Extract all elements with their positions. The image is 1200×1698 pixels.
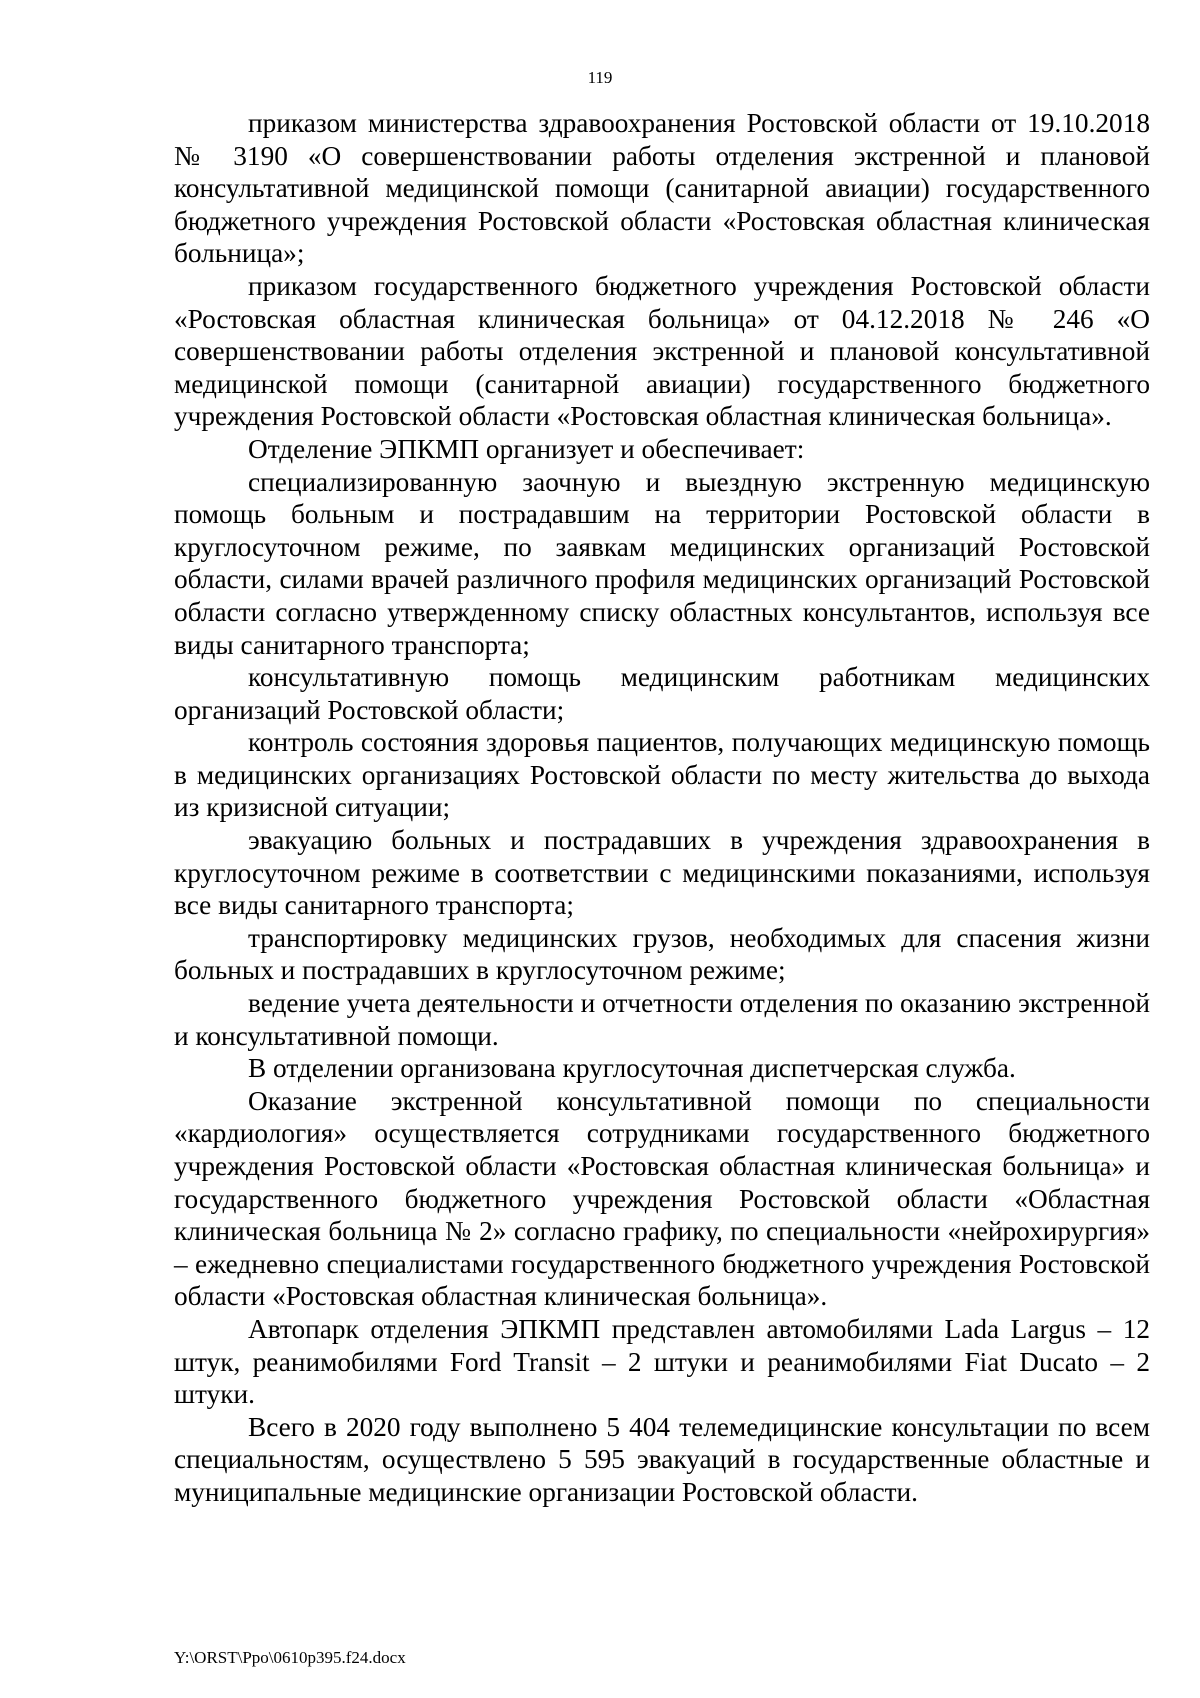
document-body: [174, 107, 1150, 1509]
paragraph-annual-totals: Всего в 2020 году выполнено 5 404 телемедицинские консультации по всем специальностям, осуществлено 5 595 эвакуаций в государственные областные и муниципальные медицинские организации Ростовской области.: [174, 1411, 1150, 1507]
paragraph-department-duties-intro: Отделение ЭПКМП организует и обеспечивает:: [248, 433, 805, 464]
paragraph-specialized-care: специализированную заочную и выездную экстренную медицинскую помощь больным и пострадавшим на территории Ростовской области в круглосуточном режиме, по заявкам медицинских организаций Ростовской области, силами врачей различного профиля медицинских организаций Ростовской области согласно утвержденному списку областных консультантов, используя все виды санитарного транспорта;: [174, 466, 1150, 660]
page-number: 119: [587, 68, 613, 87]
paragraph-order-hospital: приказом государственного бюджетного учреждения Ростовской области «Ростовская областная клиническая больница» от 04.12.2018 № 246 «О совершенствовании работы отделения экстренной и плановой консультативной медицинской помощи (санитарной авиации) государственного бюджетного учреждения Ростовской области «Ростовская областная клиническая больница».: [174, 270, 1150, 432]
paragraph-consultative-help: консультативную помощь медицинским работникам медицинских организаций Ростовской области;: [174, 662, 1150, 725]
paragraph-evacuation: эвакуацию больных и пострадавших в учреждения здравоохранения в круглосуточном режиме в соответствии с медицинскими показаниями, используя все виды санитарного транспорта;: [174, 825, 1150, 921]
paragraph-vehicle-fleet: Автопарк отделения ЭПКМП представлен автомобилями Lada Largus – 12 штук, реанимобилями Ford Transit – 2 штуки и реанимобилями Fiat Ducato – 2 штуки.: [174, 1313, 1150, 1410]
footer-file-path: Y:\ORST\Ppo\0610p395.f24.docx: [174, 1648, 406, 1667]
paragraph-health-monitoring: контроль состояния здоровья пациентов, получающих медицинскую помощь в медицинских организациях Ростовской области по месту жительства до выхода из кризисной ситуации;: [174, 727, 1150, 823]
paragraph-specialty-schedule: Оказание экстренной консультативной помощи по специальности «кардиология» осуществляется сотрудниками государственного бюджетного учреждения Ростовской области «Ростовская областная клиническая больница» и государственного бюджетного учреждения Ростовской области «Областная клиническая больница № 2» согласно графику, по специальности «нейрохирургия» – ежедневно специалистами государственного бюджетного учреждения Ростовской области «Ростовская областная клиническая больница».: [174, 1085, 1150, 1312]
paragraph-dispatch-service: В отделении организована круглосуточная диспетчерская служба.: [248, 1053, 1016, 1084]
paragraph-cargo-transport: транспортировку медицинских грузов, необходимых для спасения жизни больных и пострадавших в круглосуточном режиме;: [174, 922, 1150, 986]
paragraph-accounting: ведение учета деятельности и отчетности отделения по оказанию экстренной и консультативной помощи.: [174, 988, 1150, 1051]
paragraph-order-ministry: приказом министерства здравоохранения Ростовской области от 19.10.2018 № 3190 «О совершенствовании работы отделения экстренной и плановой консультативной медицинской помощи (санитарной авиации) государственного бюджетного учреждения Ростовской области «Ростовская областная клиническая больница»;: [174, 108, 1150, 269]
